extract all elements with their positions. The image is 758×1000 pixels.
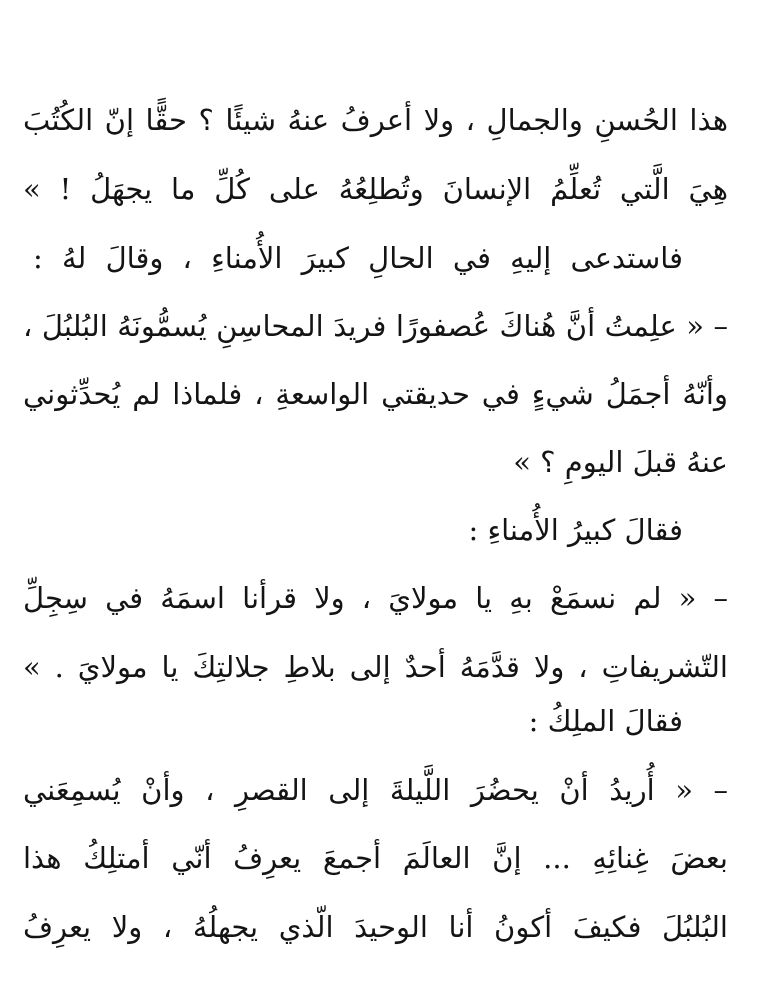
text-line: هذا الحُسنِ والجمالِ ، ولا أعرفُ عنهُ شيئًا ؟ حقًّا إنّ الكُتُبَ (23, 103, 728, 137)
text-line: – « لم نسمَعْ بهِ يا مولايَ ، ولا قرأنا اسمَهُ في سِجِلِّ (23, 581, 728, 615)
text-line: فقالَ كبيرُ الأُمناءِ : (468, 513, 683, 547)
text-line: – « أُريدُ أنْ يحضُرَ اللَّيلةَ إلى القصرِ ، وأنْ يُسمِعَني (23, 773, 728, 807)
text-line: التّشريفاتِ ، ولا قدَّمَهُ أحدٌ إلى بلاطِ جلالتِكَ يا مولايَ . » (23, 650, 728, 684)
text-line: – « علِمتُ أنَّ هُناكَ عُصفورًا فريدَ المحاسِنِ يُسمُّونَهُ البُلبُلَ ، (23, 309, 728, 343)
text-line: وأنّهُ أجمَلُ شيءٍ في حديقتي الواسعةِ ، فلماذا لم يُحدِّثوني (23, 377, 728, 411)
text-line: هِيَ الَّتي تُعلِّمُ الإنسانَ وتُطلِعُهُ على كُلِّ ما يجهَلُ ! » (23, 172, 728, 206)
text-line: فاستدعى إليهِ في الحالِ كبيرَ الأُمناءِ ، وقالَ لهُ : (33, 241, 683, 275)
text-line: بعضَ غِنائِهِ ... إنَّ العالَمَ أجمعَ يعرِفُ أنّي أمتلِكُ هذا (23, 841, 728, 875)
text-line: البُلبُلَ فكيفَ أكونُ أنا الوحيدَ الّذي يجهلُهُ ، ولا يعرِفُ (23, 910, 728, 944)
text-line: عنهُ قبلَ اليومِ ؟ » (513, 445, 728, 479)
text-line: فقالَ الملِكُ : (528, 704, 683, 738)
